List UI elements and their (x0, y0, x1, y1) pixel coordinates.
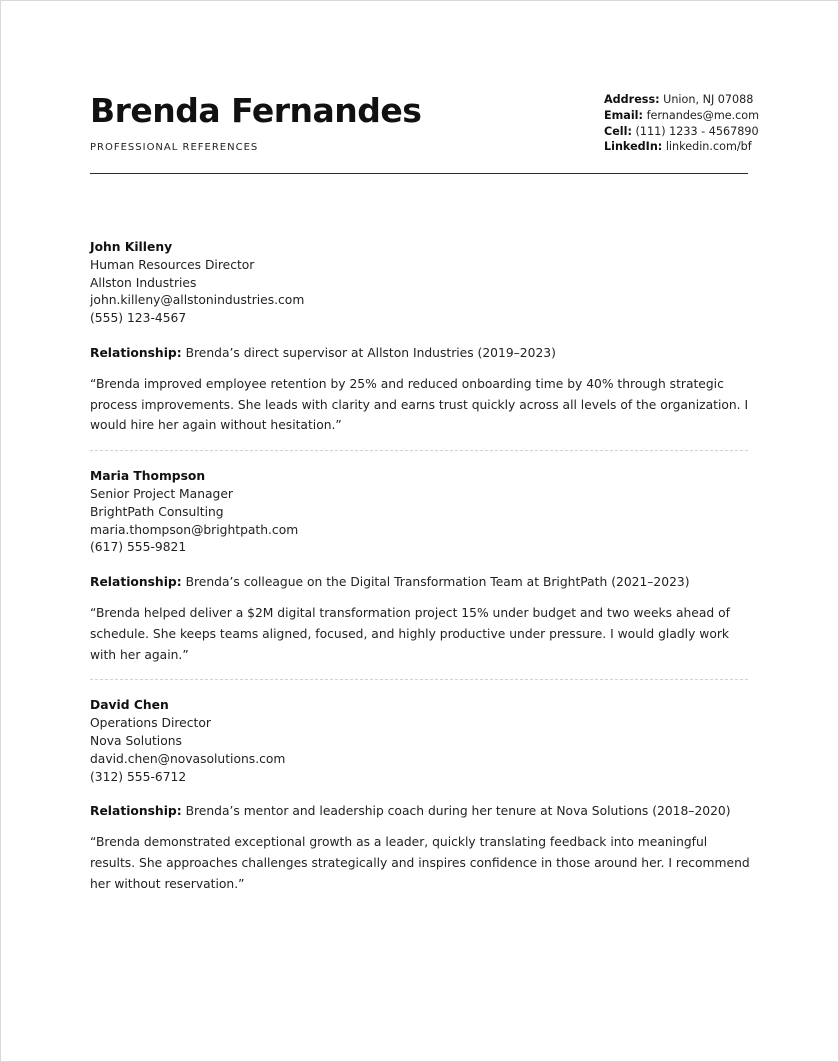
reference-name: David Chen (90, 698, 169, 713)
reference-email: john.killeny@allstonindustries.com (90, 293, 305, 308)
candidate-name: Brenda Fernandes (90, 91, 422, 130)
address-label: Address: (604, 93, 660, 106)
reference-phone: (312) 555-6712 (90, 769, 187, 784)
email-label: Email: (604, 108, 643, 122)
contact-block (604, 92, 759, 155)
reference-title: Senior Project Manager (90, 486, 233, 501)
contact-cell (604, 124, 759, 140)
reference-company: Nova Solutions (90, 733, 182, 748)
relationship-text: Brenda’s direct supervisor at Allston Industries (2019–2023) (185, 345, 556, 360)
reference-relationship (90, 345, 748, 363)
reference-phone: (555) 123-4567 (90, 311, 187, 326)
reference-quote: “Brenda demonstrated exceptional growth as a leader, quickly translating feedback into meaningful results. She approaches challenges strategically and inspires confidence in those around her. I recommend her without reservation.” (90, 835, 750, 891)
reference-title: Human Resources Director (90, 257, 255, 272)
address-value: Union, NJ 07088 (663, 93, 754, 106)
reference-name: John Killeny (90, 240, 173, 254)
reference-title: Operations Director (90, 716, 211, 731)
reference-relationship (90, 574, 748, 592)
cell-value: (111) 1233 - 4567890 (635, 124, 759, 138)
section-divider (90, 679, 748, 680)
contact-address (604, 92, 759, 108)
contact-email (604, 108, 759, 124)
reference-name: Maria Thompson (90, 469, 206, 484)
document-subtitle: PROFESSIONAL REFERENCES (90, 142, 259, 153)
relationship-text: Brenda’s colleague on the Digital Transformation Team at BrightPath (2021–2023) (185, 575, 690, 590)
relationship-label: Relationship: (90, 575, 182, 590)
reference-quote: “Brenda improved employee retention by 25% and reduced onboarding time by 40% through strategic process improvements. She leads with clarity and earns trust quickly across all levels of the organization. I would hire her again without hesitation.” (90, 376, 749, 433)
reference-entry (90, 697, 748, 894)
relationship-label: Relationship: (90, 345, 182, 360)
reference-email: david.chen@novasolutions.com (90, 751, 286, 766)
cell-label: Cell: (604, 124, 632, 138)
linkedin-value: linkedin.com/bf (665, 140, 752, 154)
reference-entry (90, 239, 748, 436)
reference-entry (90, 468, 748, 665)
relationship-label: Relationship: (90, 804, 182, 819)
reference-company: Allston Industries (90, 275, 197, 290)
reference-phone: (617) 555-9821 (90, 540, 187, 555)
document-header (90, 89, 760, 174)
section-divider (90, 450, 748, 451)
contact-linkedin (604, 139, 759, 155)
references-list (90, 239, 748, 895)
linkedin-label: LinkedIn: (604, 140, 663, 154)
email-value: fernandes@me.com (646, 108, 760, 122)
relationship-text: Brenda’s mentor and leadership coach during her tenure at Nova Solutions (2018–2020) (185, 804, 731, 819)
reference-company: BrightPath Consulting (90, 504, 224, 519)
reference-email: maria.thompson@brightpath.com (90, 522, 299, 537)
reference-relationship (90, 803, 748, 821)
reference-quote: “Brenda helped deliver a $2M digital transformation project 15% under budget and two weeks ahead of schedule. She keeps teams aligned, focused, and highly productive under pressure. I would gladly work with her again.” (90, 605, 730, 662)
